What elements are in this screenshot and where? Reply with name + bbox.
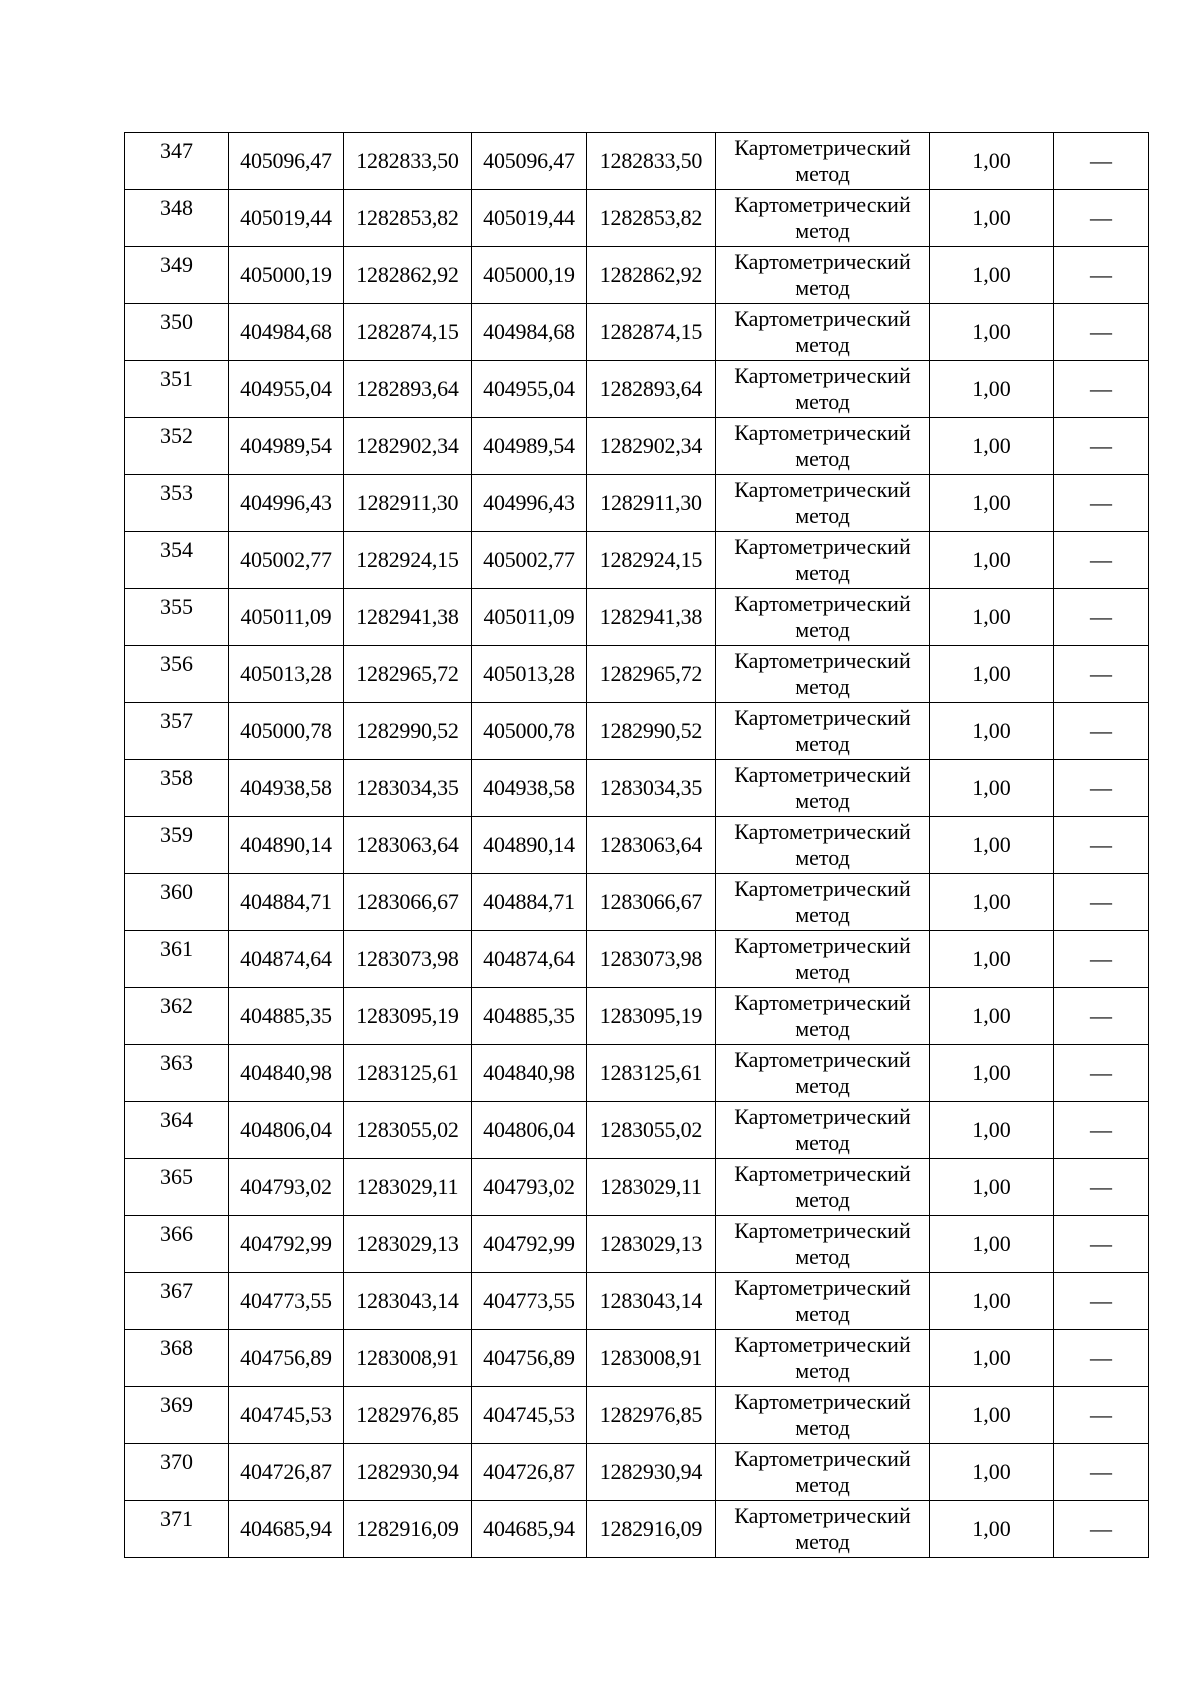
table-row <box>125 760 1149 817</box>
existing-y-cell: 1283034,35 <box>344 760 472 817</box>
note-cell: — <box>1054 190 1149 247</box>
refined-x-cell: 404996,43 <box>472 475 587 532</box>
note-cell: — <box>1054 1102 1149 1159</box>
existing-y-cell: 1283125,61 <box>344 1045 472 1102</box>
table-row <box>125 247 1149 304</box>
refined-y-cell: 1282853,82 <box>587 190 716 247</box>
note-cell: — <box>1054 1501 1149 1558</box>
existing-y-cell: 1282965,72 <box>344 646 472 703</box>
existing-x-cell: 404840,98 <box>229 1045 344 1102</box>
refined-y-cell: 1283055,02 <box>587 1102 716 1159</box>
existing-y-cell: 1282902,34 <box>344 418 472 475</box>
existing-y-cell: 1282916,09 <box>344 1501 472 1558</box>
existing-y-cell: 1282893,64 <box>344 361 472 418</box>
point-number-cell: 355 <box>125 589 229 646</box>
method-cell: Картометрический метод <box>716 1501 930 1558</box>
note-cell: — <box>1054 1330 1149 1387</box>
note-cell: — <box>1054 1387 1149 1444</box>
existing-y-cell: 1283066,67 <box>344 874 472 931</box>
point-number-cell: 369 <box>125 1387 229 1444</box>
refined-y-cell: 1283029,11 <box>587 1159 716 1216</box>
method-cell: Картометрический метод <box>716 361 930 418</box>
existing-y-cell: 1282874,15 <box>344 304 472 361</box>
note-cell: — <box>1054 361 1149 418</box>
existing-y-cell: 1282990,52 <box>344 703 472 760</box>
existing-y-cell: 1282862,92 <box>344 247 472 304</box>
existing-x-cell: 404792,99 <box>229 1216 344 1273</box>
method-cell: Картометрический метод <box>716 817 930 874</box>
note-cell: — <box>1054 1216 1149 1273</box>
refined-x-cell: 404840,98 <box>472 1045 587 1102</box>
existing-y-cell: 1283055,02 <box>344 1102 472 1159</box>
refined-x-cell: 404984,68 <box>472 304 587 361</box>
accuracy-cell: 1,00 <box>930 1330 1054 1387</box>
existing-x-cell: 405013,28 <box>229 646 344 703</box>
method-cell: Картометрический метод <box>716 646 930 703</box>
accuracy-cell: 1,00 <box>930 1444 1054 1501</box>
accuracy-cell: 1,00 <box>930 1273 1054 1330</box>
refined-y-cell: 1283095,19 <box>587 988 716 1045</box>
method-cell: Картометрический метод <box>716 589 930 646</box>
existing-x-cell: 404955,04 <box>229 361 344 418</box>
table-row <box>125 133 1149 190</box>
accuracy-cell: 1,00 <box>930 703 1054 760</box>
existing-x-cell: 404874,64 <box>229 931 344 988</box>
refined-y-cell: 1282862,92 <box>587 247 716 304</box>
point-number-cell: 348 <box>125 190 229 247</box>
refined-x-cell: 404773,55 <box>472 1273 587 1330</box>
table-row <box>125 1444 1149 1501</box>
method-cell: Картометрический метод <box>716 874 930 931</box>
point-number-cell: 360 <box>125 874 229 931</box>
table-row <box>125 418 1149 475</box>
note-cell: — <box>1054 1045 1149 1102</box>
refined-x-cell: 405000,19 <box>472 247 587 304</box>
refined-y-cell: 1283063,64 <box>587 817 716 874</box>
note-cell: — <box>1054 760 1149 817</box>
existing-y-cell: 1282941,38 <box>344 589 472 646</box>
table-row <box>125 475 1149 532</box>
note-cell: — <box>1054 247 1149 304</box>
table-row <box>125 1102 1149 1159</box>
table-row <box>125 931 1149 988</box>
refined-x-cell: 405096,47 <box>472 133 587 190</box>
point-number-cell: 353 <box>125 475 229 532</box>
note-cell: — <box>1054 1159 1149 1216</box>
existing-x-cell: 404885,35 <box>229 988 344 1045</box>
existing-x-cell: 404745,53 <box>229 1387 344 1444</box>
table-row <box>125 1501 1149 1558</box>
refined-x-cell: 404792,99 <box>472 1216 587 1273</box>
accuracy-cell: 1,00 <box>930 247 1054 304</box>
accuracy-cell: 1,00 <box>930 1387 1054 1444</box>
point-number-cell: 357 <box>125 703 229 760</box>
method-cell: Картометрический метод <box>716 760 930 817</box>
existing-x-cell: 404884,71 <box>229 874 344 931</box>
method-cell: Картометрический метод <box>716 703 930 760</box>
refined-x-cell: 404874,64 <box>472 931 587 988</box>
refined-y-cell: 1282990,52 <box>587 703 716 760</box>
accuracy-cell: 1,00 <box>930 874 1054 931</box>
note-cell: — <box>1054 646 1149 703</box>
refined-x-cell: 404989,54 <box>472 418 587 475</box>
existing-y-cell: 1283029,13 <box>344 1216 472 1273</box>
point-number-cell: 358 <box>125 760 229 817</box>
point-number-cell: 359 <box>125 817 229 874</box>
method-cell: Картометрический метод <box>716 1330 930 1387</box>
refined-y-cell: 1283043,14 <box>587 1273 716 1330</box>
table-row <box>125 1216 1149 1273</box>
accuracy-cell: 1,00 <box>930 760 1054 817</box>
existing-x-cell: 404996,43 <box>229 475 344 532</box>
point-number-cell: 352 <box>125 418 229 475</box>
method-cell: Картометрический метод <box>716 133 930 190</box>
refined-x-cell: 405000,78 <box>472 703 587 760</box>
point-number-cell: 361 <box>125 931 229 988</box>
point-number-cell: 365 <box>125 1159 229 1216</box>
refined-y-cell: 1282976,85 <box>587 1387 716 1444</box>
accuracy-cell: 1,00 <box>930 190 1054 247</box>
table-row <box>125 817 1149 874</box>
existing-y-cell: 1283008,91 <box>344 1330 472 1387</box>
coordinates-table <box>124 132 1149 1558</box>
point-number-cell: 371 <box>125 1501 229 1558</box>
method-cell: Картометрический метод <box>716 1444 930 1501</box>
accuracy-cell: 1,00 <box>930 589 1054 646</box>
existing-x-cell: 404793,02 <box>229 1159 344 1216</box>
existing-y-cell: 1282930,94 <box>344 1444 472 1501</box>
table-row <box>125 1273 1149 1330</box>
method-cell: Картометрический метод <box>716 931 930 988</box>
table-row <box>125 589 1149 646</box>
refined-y-cell: 1283125,61 <box>587 1045 716 1102</box>
method-cell: Картометрический метод <box>716 1159 930 1216</box>
existing-x-cell: 404726,87 <box>229 1444 344 1501</box>
method-cell: Картометрический метод <box>716 1102 930 1159</box>
point-number-cell: 347 <box>125 133 229 190</box>
existing-x-cell: 405000,78 <box>229 703 344 760</box>
refined-y-cell: 1282874,15 <box>587 304 716 361</box>
method-cell: Картометрический метод <box>716 418 930 475</box>
note-cell: — <box>1054 817 1149 874</box>
refined-y-cell: 1283029,13 <box>587 1216 716 1273</box>
existing-x-cell: 404938,58 <box>229 760 344 817</box>
method-cell: Картометрический метод <box>716 1387 930 1444</box>
refined-y-cell: 1283008,91 <box>587 1330 716 1387</box>
table-row <box>125 190 1149 247</box>
existing-y-cell: 1282911,30 <box>344 475 472 532</box>
accuracy-cell: 1,00 <box>930 1216 1054 1273</box>
table-row <box>125 304 1149 361</box>
refined-x-cell: 405019,44 <box>472 190 587 247</box>
method-cell: Картометрический метод <box>716 190 930 247</box>
refined-x-cell: 404793,02 <box>472 1159 587 1216</box>
existing-y-cell: 1283063,64 <box>344 817 472 874</box>
accuracy-cell: 1,00 <box>930 1159 1054 1216</box>
method-cell: Картометрический метод <box>716 1045 930 1102</box>
existing-y-cell: 1283043,14 <box>344 1273 472 1330</box>
note-cell: — <box>1054 931 1149 988</box>
existing-x-cell: 405000,19 <box>229 247 344 304</box>
accuracy-cell: 1,00 <box>930 532 1054 589</box>
note-cell: — <box>1054 532 1149 589</box>
accuracy-cell: 1,00 <box>930 475 1054 532</box>
existing-x-cell: 404773,55 <box>229 1273 344 1330</box>
refined-x-cell: 404726,87 <box>472 1444 587 1501</box>
point-number-cell: 367 <box>125 1273 229 1330</box>
method-cell: Картометрический метод <box>716 1216 930 1273</box>
refined-y-cell: 1282833,50 <box>587 133 716 190</box>
existing-x-cell: 405002,77 <box>229 532 344 589</box>
accuracy-cell: 1,00 <box>930 1045 1054 1102</box>
table-row <box>125 703 1149 760</box>
accuracy-cell: 1,00 <box>930 988 1054 1045</box>
note-cell: — <box>1054 418 1149 475</box>
existing-y-cell: 1282833,50 <box>344 133 472 190</box>
method-cell: Картометрический метод <box>716 988 930 1045</box>
existing-x-cell: 404685,94 <box>229 1501 344 1558</box>
refined-x-cell: 404884,71 <box>472 874 587 931</box>
point-number-cell: 356 <box>125 646 229 703</box>
note-cell: — <box>1054 304 1149 361</box>
accuracy-cell: 1,00 <box>930 1102 1054 1159</box>
point-number-cell: 349 <box>125 247 229 304</box>
existing-y-cell: 1282924,15 <box>344 532 472 589</box>
refined-y-cell: 1282965,72 <box>587 646 716 703</box>
note-cell: — <box>1054 988 1149 1045</box>
method-cell: Картометрический метод <box>716 304 930 361</box>
table-row <box>125 988 1149 1045</box>
existing-x-cell: 404756,89 <box>229 1330 344 1387</box>
existing-x-cell: 405096,47 <box>229 133 344 190</box>
point-number-cell: 350 <box>125 304 229 361</box>
existing-y-cell: 1282853,82 <box>344 190 472 247</box>
accuracy-cell: 1,00 <box>930 304 1054 361</box>
refined-y-cell: 1282930,94 <box>587 1444 716 1501</box>
note-cell: — <box>1054 133 1149 190</box>
refined-x-cell: 404756,89 <box>472 1330 587 1387</box>
table-row <box>125 874 1149 931</box>
existing-x-cell: 404989,54 <box>229 418 344 475</box>
note-cell: — <box>1054 475 1149 532</box>
refined-x-cell: 404955,04 <box>472 361 587 418</box>
refined-y-cell: 1283073,98 <box>587 931 716 988</box>
table-row <box>125 1330 1149 1387</box>
refined-y-cell: 1282911,30 <box>587 475 716 532</box>
point-number-cell: 354 <box>125 532 229 589</box>
existing-x-cell: 405019,44 <box>229 190 344 247</box>
table-row <box>125 646 1149 703</box>
existing-y-cell: 1283095,19 <box>344 988 472 1045</box>
accuracy-cell: 1,00 <box>930 418 1054 475</box>
point-number-cell: 366 <box>125 1216 229 1273</box>
refined-x-cell: 404806,04 <box>472 1102 587 1159</box>
accuracy-cell: 1,00 <box>930 931 1054 988</box>
point-number-cell: 351 <box>125 361 229 418</box>
refined-y-cell: 1282924,15 <box>587 532 716 589</box>
existing-x-cell: 404984,68 <box>229 304 344 361</box>
existing-y-cell: 1283029,11 <box>344 1159 472 1216</box>
accuracy-cell: 1,00 <box>930 361 1054 418</box>
method-cell: Картометрический метод <box>716 247 930 304</box>
accuracy-cell: 1,00 <box>930 133 1054 190</box>
table-row <box>125 1159 1149 1216</box>
table-row <box>125 1387 1149 1444</box>
point-number-cell: 370 <box>125 1444 229 1501</box>
refined-x-cell: 404890,14 <box>472 817 587 874</box>
coordinates-table-body <box>125 133 1149 1558</box>
accuracy-cell: 1,00 <box>930 646 1054 703</box>
refined-x-cell: 404685,94 <box>472 1501 587 1558</box>
refined-y-cell: 1282941,38 <box>587 589 716 646</box>
note-cell: — <box>1054 703 1149 760</box>
table-row <box>125 1045 1149 1102</box>
method-cell: Картометрический метод <box>716 532 930 589</box>
existing-y-cell: 1283073,98 <box>344 931 472 988</box>
refined-x-cell: 405013,28 <box>472 646 587 703</box>
note-cell: — <box>1054 589 1149 646</box>
refined-x-cell: 405002,77 <box>472 532 587 589</box>
existing-x-cell: 404890,14 <box>229 817 344 874</box>
point-number-cell: 368 <box>125 1330 229 1387</box>
refined-y-cell: 1282902,34 <box>587 418 716 475</box>
refined-y-cell: 1282893,64 <box>587 361 716 418</box>
point-number-cell: 364 <box>125 1102 229 1159</box>
refined-x-cell: 404745,53 <box>472 1387 587 1444</box>
refined-y-cell: 1282916,09 <box>587 1501 716 1558</box>
table-row <box>125 361 1149 418</box>
refined-x-cell: 405011,09 <box>472 589 587 646</box>
existing-y-cell: 1282976,85 <box>344 1387 472 1444</box>
existing-x-cell: 405011,09 <box>229 589 344 646</box>
refined-x-cell: 404885,35 <box>472 988 587 1045</box>
refined-x-cell: 404938,58 <box>472 760 587 817</box>
method-cell: Картометрический метод <box>716 475 930 532</box>
note-cell: — <box>1054 1444 1149 1501</box>
note-cell: — <box>1054 874 1149 931</box>
refined-y-cell: 1283066,67 <box>587 874 716 931</box>
existing-x-cell: 404806,04 <box>229 1102 344 1159</box>
point-number-cell: 362 <box>125 988 229 1045</box>
note-cell: — <box>1054 1273 1149 1330</box>
refined-y-cell: 1283034,35 <box>587 760 716 817</box>
method-cell: Картометрический метод <box>716 1273 930 1330</box>
point-number-cell: 363 <box>125 1045 229 1102</box>
accuracy-cell: 1,00 <box>930 1501 1054 1558</box>
table-row <box>125 532 1149 589</box>
accuracy-cell: 1,00 <box>930 817 1054 874</box>
